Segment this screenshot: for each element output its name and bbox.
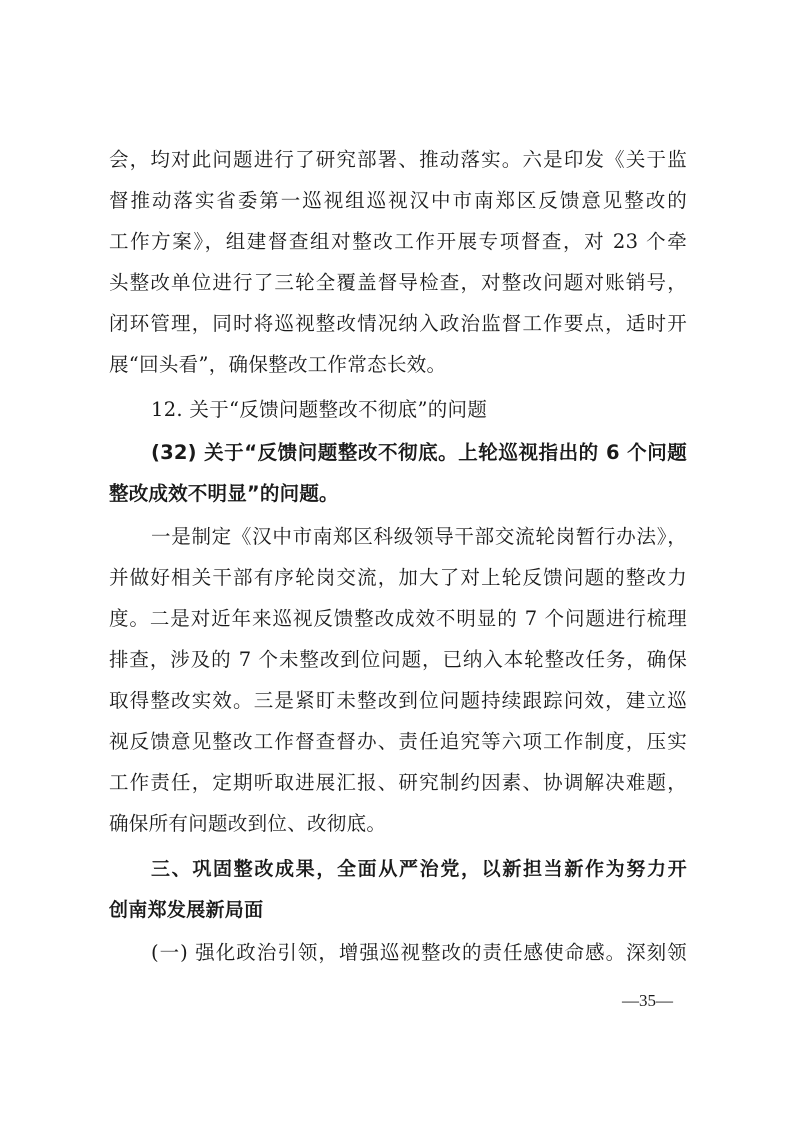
item-heading-32-cont: 整改成效不明显”的问题。 (109, 482, 339, 505)
section-heading-3-cont: 创南郑发展新局面 (109, 899, 264, 921)
paragraph-line: 度。二是对近年来巡视反馈整改成效不明显的 7 个问题进行梳理 (109, 607, 687, 630)
paragraph-line: 并做好相关干部有序轮岗交流，加大了对上轮反馈问题的整改力 (109, 566, 687, 589)
paragraph-line: 会，均对此问题进行了研究部署、推动落实。六是印发《关于监 (109, 148, 687, 171)
section-heading-3: 三、巩固整改成果，全面从严治党，以新担当新作为努力开 (151, 858, 687, 880)
paragraph-line: 一是制定《汉中市南郑区科级领导干部交流轮岗暂行办法》， (151, 525, 687, 548)
paragraph-line: 闭环管理，同时将巡视整改情况纳入政治监督工作要点，适时开 (109, 312, 687, 335)
page-number: —35— (622, 991, 673, 1010)
item-heading-12: 12. 关于“反馈问题整改不彻底”的问题 (151, 398, 488, 421)
sub-heading-1: (一) 强化政治引领，增强巡视整改的责任感使命感。深刻领 (151, 941, 687, 964)
paragraph-line: 视反馈意见整改工作督查督办、责任追究等六项工作制度，压实 (109, 730, 687, 753)
paragraph-line: 确保所有问题改到位、改彻底。 (109, 812, 387, 835)
paragraph-line: 督推动落实省委第一巡视组巡视汉中市南郑区反馈意见整改的 (109, 189, 687, 212)
paragraph-line: 工作责任，定期听取进展汇报、研究制约因素、协调解决难题， (109, 771, 687, 794)
item-heading-32: (32) 关于“反馈问题整改不彻底。上轮巡视指出的 6 个问题 (151, 441, 687, 464)
paragraph-line: 取得整改实效。三是紧盯未整改到位问题持续跟踪问效，建立巡 (109, 689, 687, 712)
paragraph-line: 展“回头看”，确保整改工作常态长效。 (109, 353, 447, 376)
paragraph-line: 工作方案》，组建督查组对整改工作开展专项督查，对 23 个牵 (109, 230, 687, 253)
paragraph-line: 排查，涉及的 7 个未整改到位问题，已纳入本轮整改任务，确保 (109, 648, 687, 671)
paragraph-line: 头整改单位进行了三轮全覆盖督导检查，对整改问题对账销号， (109, 271, 687, 294)
